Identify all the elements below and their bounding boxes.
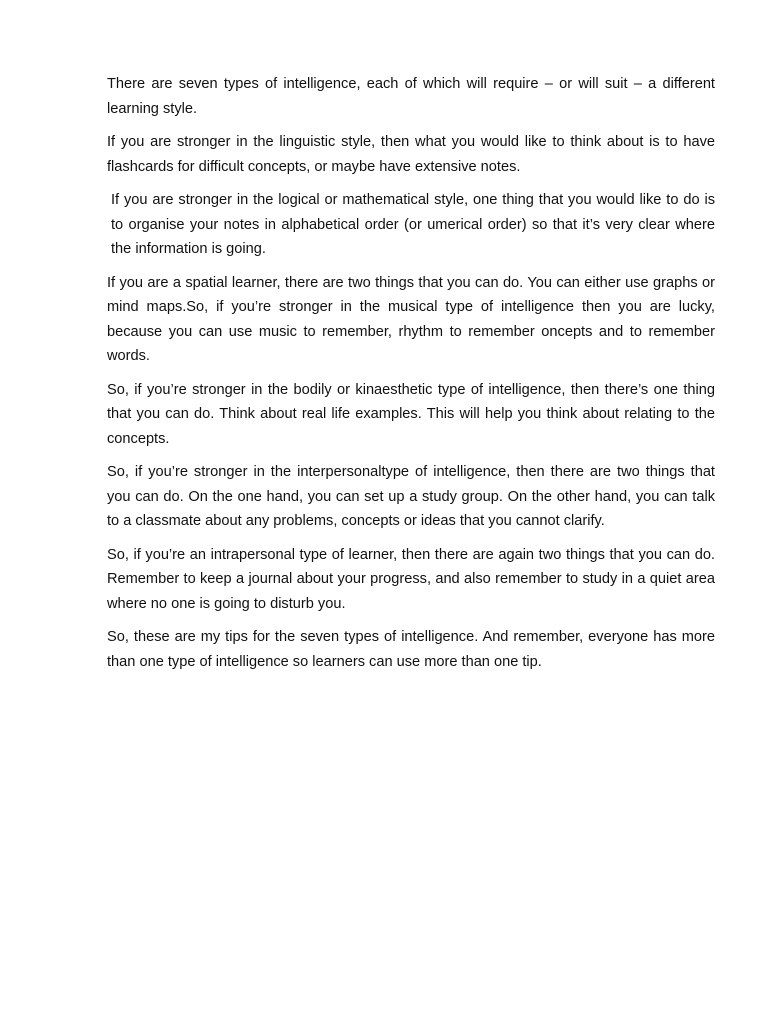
paragraph-conclusion: So, these are my tips for the seven types of intelligence. And remember, everyone has more than one type of intelligence so learners can use more than one tip. [107,629,715,670]
paragraph-interpersonal: So, if you’re stronger in the interpersonaltype of intelligence, then there are two things that you can do. On the one hand, you can set up a study group. On the other hand, you can talk to a classmate about any problems, concepts or ideas that you cannot clarify. [107,464,715,529]
document-body [107,72,715,683]
paragraph-logical: If you are stronger in the logical or mathematical style, one thing that you would like to do is to organise your notes in alphabetical order (or umerical order) so that it’s very clear where the information is going. [111,192,715,257]
paragraph-bodily: So, if you’re stronger in the bodily or kinaesthetic type of intelligence, then there’s one thing that you can do. Think about real life examples. This will help you think about relating to the concepts. [107,381,715,447]
paragraph-intro: There are seven types of intelligence, each of which will require – or will suit – a different learning style. [107,76,715,117]
paragraph-linguistic: If you are stronger in the linguistic style, then what you would like to think about is to have flashcards for difficult concepts, or maybe have extensive notes. [107,134,715,175]
paragraph-intrapersonal: So, if you’re an intrapersonal type of learner, then there are again two things that you can do. Remember to keep a journal about your progress, and also remember to study in a quiet area where no one is going to disturb you. [107,546,715,612]
paragraph-spatial-musical: If you are a spatial learner, there are two things that you can do. You can either use graphs or mind maps.So, if you’re stronger in the musical type of intelligence then you are lucky, because you can use music to remember, rhythm to remember oncepts and to remember words. [107,274,715,364]
